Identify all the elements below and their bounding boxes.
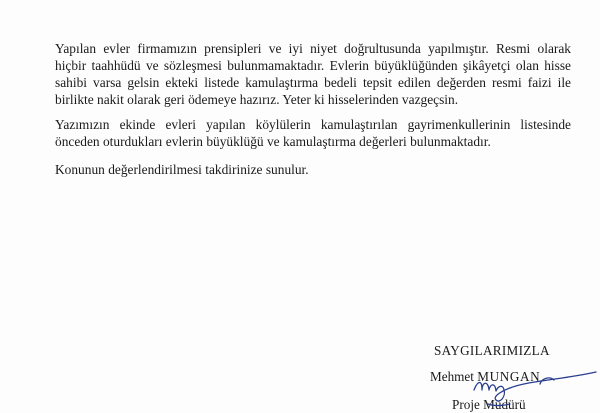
closing-salutation: SAYGILARIMIZLA bbox=[434, 343, 550, 358]
paragraph-line: Yapılan evler firmamızın prensipleri ve iyi niyet doğrultusunda yapılmıştır. Resmi olarak bbox=[55, 41, 571, 56]
body-paragraph-3 bbox=[55, 161, 571, 178]
paragraph-line: Konunun değerlendirilmesi takdirinize sunulur. bbox=[55, 162, 309, 177]
paragraph-line: Yazımızın ekinde evleri yapılan köylülerin kamulaştırılan gayrimenkullerinin listesinde bbox=[55, 117, 571, 132]
signer-role: Proje Müdürü bbox=[452, 397, 526, 412]
handwritten-signature bbox=[470, 360, 600, 413]
paragraph-line: hiçbir taahhüdü ve sözleşmesi bulunmamaktadır. Evlerin büyüklüğünden şikâyetçi olan hisse bbox=[55, 58, 571, 73]
signer-first-name: Mehmet bbox=[430, 369, 474, 384]
paragraph-line: sahibi varsa gelsin ekteki listede kamulaştırma bedeli tepsit edilen değerden resmi faizi ile bbox=[55, 75, 571, 90]
body-paragraph-2 bbox=[55, 116, 571, 150]
signer-surname: MUNGAN bbox=[477, 369, 541, 384]
paragraph-line: birlikte nakit olarak geri ödemeye hazırız. Yeter ki hisselerinden vazgeçsin. bbox=[55, 92, 459, 107]
body-paragraph-1 bbox=[55, 40, 571, 108]
paragraph-line: önceden oturdukları evlerin büyüklüğü ve kamulaştırma değerleri bulunmaktadır. bbox=[55, 134, 491, 149]
